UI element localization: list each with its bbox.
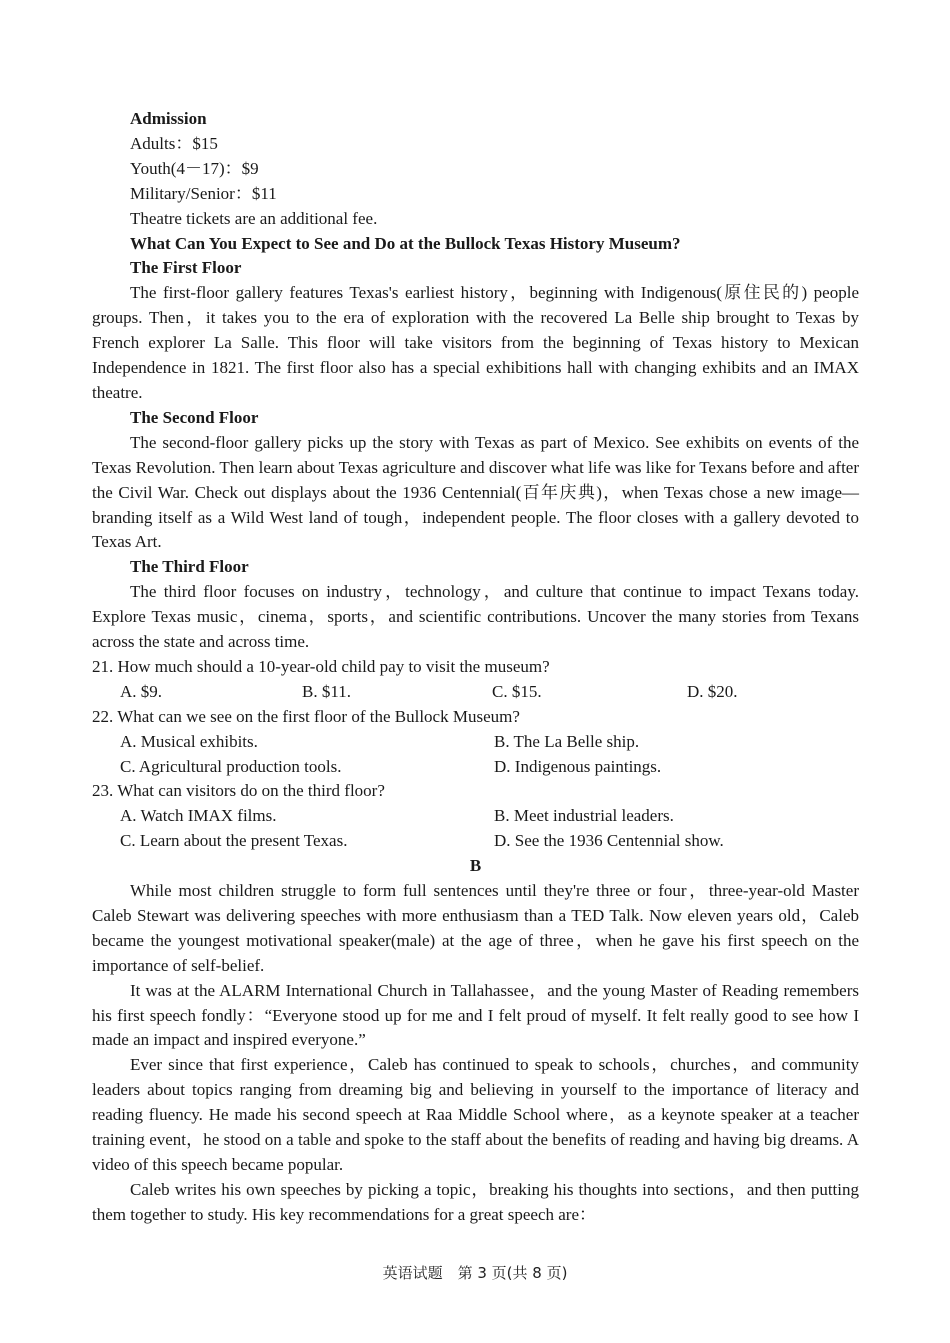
question-23-options-row2 [92, 829, 859, 854]
first-floor-title: The First Floor [130, 258, 242, 278]
price-military-senior: Military/Senior：$11 [130, 183, 277, 203]
passage-b-paragraph-2: It was at the ALARM International Church in Tallahassee，and the young Master of Reading remembers his first speech fondly：“Everyone stood up for me and I felt proud of myself. It felt really good to see how I made an impact and inspired everyone.” [92, 980, 859, 1050]
option-c: C. Agricultural production tools. [120, 756, 342, 776]
passage-b-paragraph-4: Caleb writes his own speeches by picking a topic，breaking his thoughts into sections，and then putting them together to study. His key recommendations for a great speech are： [92, 1179, 859, 1224]
option-c: C. Learn about the present Texas. [120, 831, 348, 851]
exam-page [92, 107, 859, 1228]
question-21: 21. How much should a 10-year-old child pay to visit the museum? [92, 656, 550, 676]
second-floor-text: The second-floor gallery picks up the story with Texas as part of Mexico. See exhibits on events of the Texas Revolution. Then learn about Texas agriculture and discover what life was like for Texans before and after the Civil War. Check out displays about the 1936 Centennial(百年庆典)，when Texas chose a new image—branding itself as a Wild West land of tough，independent people. The floor closes with a gallery devoted to Texas Art. [92, 432, 859, 552]
question-23: 23. What can visitors do on the third floor? [92, 781, 385, 801]
option-d: D. See the 1936 Centennial show. [494, 831, 724, 851]
option-b: B. $11. [302, 681, 351, 701]
passage-b-paragraph-3: Ever since that first experience，Caleb has continued to speak to schools，churches，and community leaders about topics ranging from dreaming big and believing in yourself to the importance of literacy and reading fluency. He made his second speech at Raa Middle School where，as a keynote speaker at a teacher training event，he stood on a table and spoke to the staff about the benefits of reading and having big dreams. A video of this speech became popular. [92, 1055, 859, 1174]
option-c: C. $15. [492, 681, 542, 701]
option-b: B. Meet industrial leaders. [494, 806, 674, 826]
option-a: A. Watch IMAX films. [120, 806, 277, 826]
second-floor-title: The Second Floor [130, 407, 259, 427]
option-a: A. Musical exhibits. [120, 731, 258, 751]
admission-title: Admission [130, 109, 207, 128]
option-a: A. $9. [120, 681, 163, 701]
price-youth: Youth(4－17)：$9 [130, 158, 259, 178]
page-footer: 英语试题 第 3 页(共 8 页) [382, 1264, 568, 1282]
question-22-options-row1 [92, 730, 859, 755]
question-22: 22. What can we see on the first floor of the Bullock Museum? [92, 706, 520, 726]
question-22-options-row2 [92, 755, 859, 780]
question-23-options-row1 [92, 804, 859, 829]
section-heading: What Can You Expect to See and Do at the Bullock Texas History Museum? [130, 233, 681, 253]
option-d: D. $20. [687, 681, 738, 701]
passage-b-label: B [469, 856, 482, 876]
price-adults: Adults：$15 [130, 133, 218, 153]
first-floor-text: The first-floor gallery features Texas's earliest history，beginning with Indigenous(原住民的) people groups. Then，it takes you to the era of exploration with the recovered La Belle ship brought to Texas by French explorer La Salle. This floor will take visitors from the beginning of Texas history to Mexican Independence in 1821. The first floor also has a special exhibitions hall with changing exhibits and an IMAX theatre. [92, 283, 859, 402]
third-floor-text: The third floor focuses on industry，technology，and culture that continue to impact Texans today. Explore Texas music，cinema，sports，and scientific contributions. Uncover the many stories from Texans across the state and across time. [92, 582, 859, 652]
option-d: D. Indigenous paintings. [494, 756, 662, 776]
third-floor-title: The Third Floor [130, 557, 249, 577]
theatre-note: Theatre tickets are an additional fee. [130, 208, 378, 228]
question-21-options [92, 680, 859, 705]
passage-b-paragraph-1: While most children struggle to form full sentences until they're three or four，three-year-old Master Caleb Stewart was delivering speeches with more enthusiasm than a TED Talk. Now eleven years old，Caleb became the youngest motivational speaker(male) at the age of three，when he gave his first speech on the importance of self-belief. [92, 881, 859, 975]
option-b: B. The La Belle ship. [494, 731, 640, 751]
